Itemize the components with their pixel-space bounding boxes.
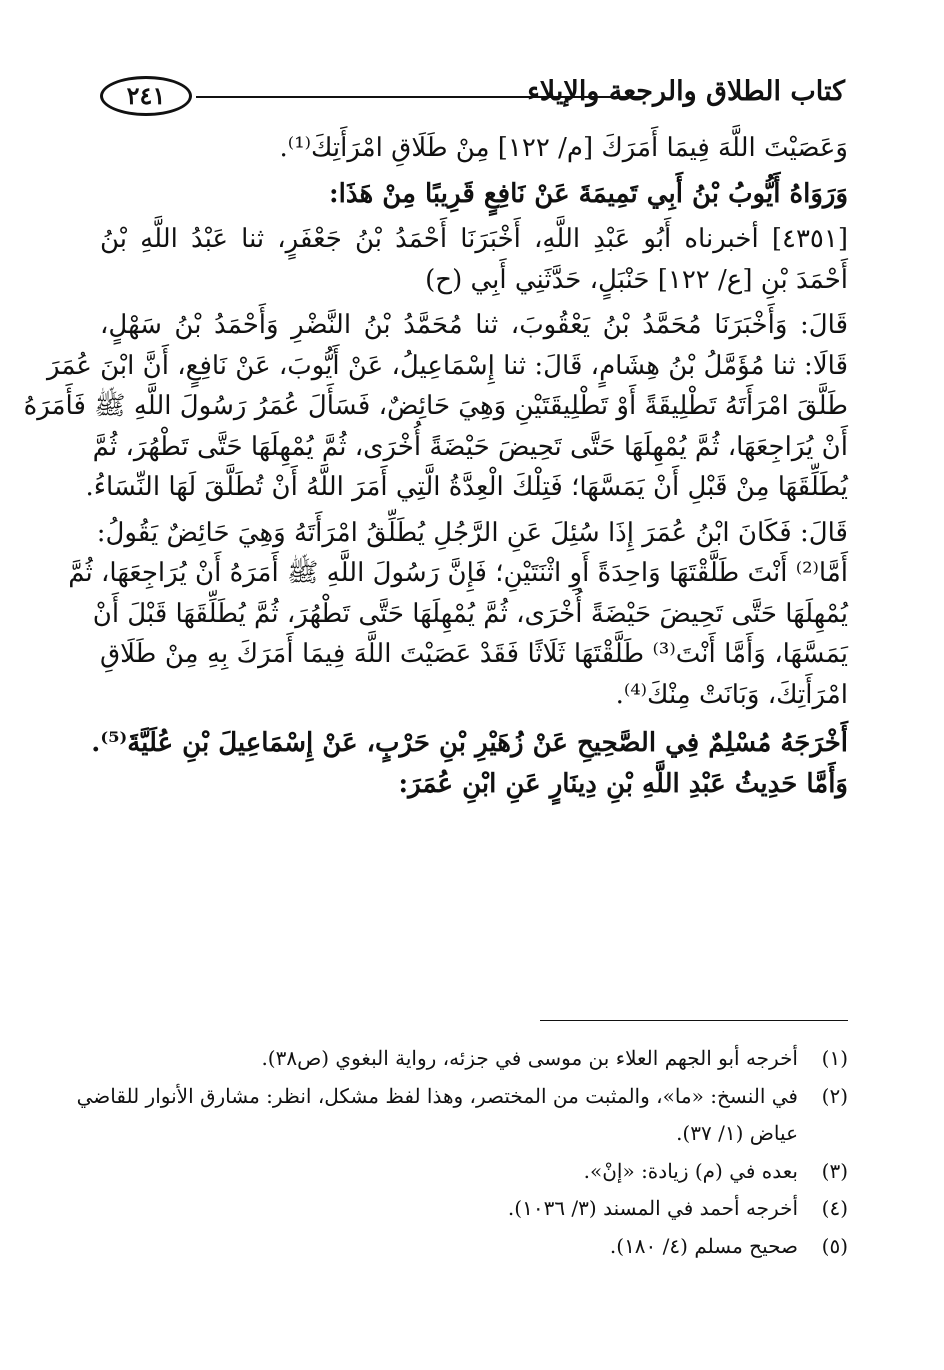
footnote-text: أخرجه أحمد في المسند (٣/ ١٠٣٦). (507, 1196, 798, 1220)
footnote-text: صحيح مسلم (٤/ ١٨٠). (609, 1233, 798, 1258)
page-body (23, 128, 848, 804)
footnote-number: (١) (821, 1046, 848, 1070)
text-line: [٤٣٥١] أخبرناه أَبُو عَبْدِ اللَّهِ، أَخْبَرَنَا أَحْمَدُ بْنُ جَعْفَرٍ، ثنا عَبْدُ اللَّهِ بْنُ (100, 224, 848, 254)
footnote (100, 1040, 848, 1078)
text-line: وَعَصَيْتَ اللَّهَ فِيمَا أَمَرَكَ [م/ ١٢٢] مِنْ طَلَاقِ امْرَأَتِكَ⁽¹⁾. (279, 133, 848, 163)
footnote (100, 1153, 848, 1191)
footnote (76, 1078, 848, 1116)
footnote (100, 1190, 848, 1228)
text-line: قَالَا: ثنا مُؤَمَّلُ بْنُ هِشَامٍ، قَالَ: ثنا إِسْمَاعِيلُ، عَنْ أَيُّوبَ، عَنْ نَافِعٍ، أَنَّ ابْنَ عُمَرَ (46, 350, 848, 381)
text-line: أَمَّا⁽²⁾ أَنْتَ طَلَّقْتَهَا وَاحِدَةً أَوِ اثْنَتَيْنِ؛ فَإِنَّ رَسُولَ اللَّهِ ﷺ أَمَرَهُ أَنْ يُرَاجِعَهَا، ثُمَّ (68, 558, 848, 588)
text-line: يُمْهِلَهَا حَتَّى تَحِيضَ حَيْضَةً أُخْرَى، ثُمَّ يُمْهِلَهَا حَتَّى تَطْهُرَ، ثُمَّ يُطَلِّقَهَا قَبْلَ أَنْ (92, 598, 848, 629)
page-number: ٢٤١ (100, 76, 192, 116)
chapter-title: كتاب الطلاق والرجعة والإيلاء (527, 76, 845, 107)
text-line: يُطَلِّقَهَا مِنْ قَبْلِ أَنْ يَمَسَّهَا؛ فَتِلْكَ الْعِدَّةُ الَّتِي أَمَرَ اللَّهُ أَنْ تُطَلَّقَ لَهَا النِّسَاءُ. (85, 472, 848, 502)
text-line: قَالَ: فَكَانَ ابْنُ عُمَرَ إِذَا سُئِلَ عَنِ الرَّجُلِ يُطَلِّقُ امْرَأَتَهُ وَهِيَ حَائِضٌ يَقُولُ: (96, 517, 848, 548)
footnote-number: (٤) (821, 1196, 848, 1220)
footnote-number: (٢) (821, 1083, 848, 1108)
footnote-rule (540, 1020, 848, 1021)
footnote-number: (٥) (821, 1233, 848, 1258)
footnote-text: في النسخ: «ما»، والمثبت من المختصر، وهذا لفظ مشكل، انظر: مشارق الأنوار للقاضي (76, 1083, 798, 1108)
text-line: وَرَوَاهُ أَيُّوبُ بْنُ أَبِي تَمِيمَةَ عَنْ نَافِعٍ قَرِيبًا مِنْ هَذَا: (329, 178, 848, 209)
text-line: طَلَّقَ امْرَأَتَهُ تَطْلِيقَةً أَوْ تَطْلِيقَتَيْنِ وَهِيَ حَائِضٌ، فَسَأَلَ عُمَرُ رَسُولَ اللَّهِ ﷺ فَأَمَرَهُ (23, 391, 848, 421)
footnote (100, 1228, 848, 1266)
text-line: يَمَسَّهَا، وَأَمَّا أَنْتَ⁽³⁾ طَلَّقْتَهَا ثَلَاثًا فَقَدْ عَصَيْتَ اللَّهَ فِيمَا أَمَرَكَ بِهِ مِنْ طَلَاقِ (100, 639, 848, 669)
text-line: أَخْرَجَهُ مُسْلِمٌ فِي الصَّحِيحِ عَنْ زُهَيْرِ بْنِ حَرْبٍ، عَنْ إِسْمَاعِيلَ بْنِ عُلَيَّةَ⁽⁵⁾. (91, 728, 848, 758)
text-line: قَالَ: وَأَخْبَرَنَا مُحَمَّدُ بْنُ يَعْقُوبَ، ثنا مُحَمَّدُ بْنُ النَّضْرِ وَأَحْمَدُ بْنُ سَهْلٍ، (100, 310, 848, 340)
text-line: وَأَمَّا حَدِيثُ عَبْدِ اللَّهِ بْنِ دِينَارٍ عَنِ ابْنِ عُمَرَ: (398, 768, 848, 799)
footnote-continuation: عياض (١/ ٣٧). (676, 1121, 798, 1145)
text-line: امْرَأَتِكَ، وَبَانَتْ مِنْكَ⁽⁴⁾. (615, 679, 848, 710)
footnote-text: بعده في (م) زيادة: «إنْ». (583, 1158, 798, 1183)
text-line: أَحْمَدَ بْنِ [ع/ ١٢٢] حَنْبَلٍ، حَدَّثَنِي أَبِي (ح) (425, 264, 848, 295)
footnotes (76, 1040, 848, 1265)
text-line: أَنْ يُرَاجِعَهَا، ثُمَّ يُمْهِلَهَا حَتَّى تَحِيضَ حَيْضَةً أُخْرَى، ثُمَّ يُمْهِلَهَا حَتَّى تَطْهُرَ، ثُمَّ (92, 431, 848, 462)
footnote-text: أخرجه أبو الجهم العلاء بن موسى في جزئه، رواية البغوي (ص٣٨). (261, 1046, 798, 1070)
page-header (100, 70, 845, 126)
footnote-number: (٣) (821, 1158, 848, 1183)
